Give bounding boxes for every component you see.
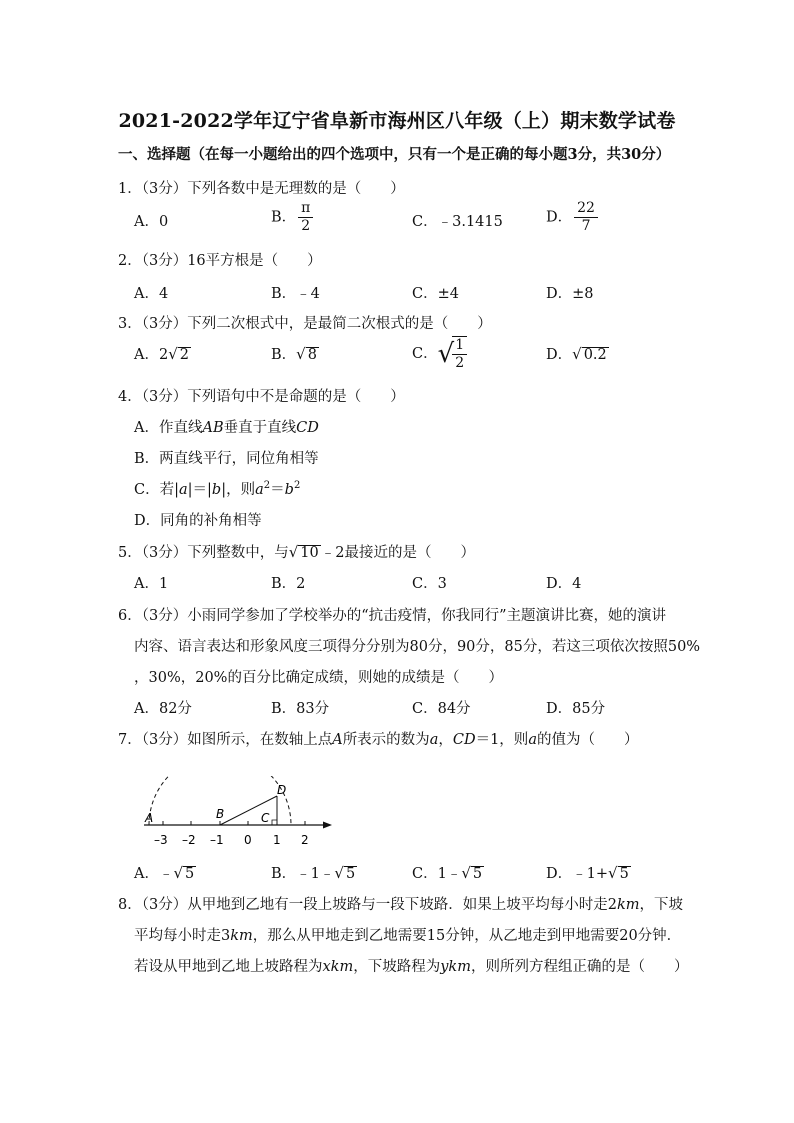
q5-option-c[interactable]: C．3 (412, 576, 447, 592)
q3-option-a[interactable]: A．2√ 2 (134, 345, 190, 363)
q1-option-c[interactable]: C．﹣3.1415 (412, 214, 503, 230)
question-8-line-3: 若设从甲地到乙地上坡路程为xkm，下坡路程为ykm，则所列方程组正确的是（ ） (134, 959, 689, 975)
q6-option-a[interactable]: A．82分 (134, 701, 192, 717)
question-8-line-1: 8．（3分）从甲地到乙地有一段上坡路与一段下坡路．如果上坡平均每小时走2km，下坡 (118, 897, 683, 913)
q2-option-b[interactable]: B．﹣4 (271, 286, 320, 302)
fraction: $\frac{1}{2}$ (452, 336, 467, 372)
tick-label: 1 (273, 833, 281, 847)
q4-option-d[interactable]: D．同角的补角相等 (134, 513, 262, 529)
sqrt-sign: √ 5 (461, 864, 483, 882)
q3-option-d[interactable]: D．√ 0.2 (546, 345, 607, 363)
tick-label: –1 (210, 833, 224, 847)
q2-option-a[interactable]: A．4 (134, 286, 169, 302)
sqrt-sign: √ 8 (296, 345, 317, 363)
point-label-c: C (261, 811, 270, 825)
question-3-stem: 3．（3分）下列二次根式中，是最简二次根式的是（ ） (118, 316, 492, 332)
question-1-stem: 1．（3分）下列各数中是无理数的是（ ） (118, 181, 405, 197)
q7-option-c[interactable]: C．1﹣√ 5 (412, 864, 483, 882)
sqrt-sign: √ 10 (288, 543, 319, 561)
q6-option-d[interactable]: D．85分 (546, 701, 606, 717)
sqrt-sign: √ 2 (168, 345, 190, 363)
q6-option-b[interactable]: B．83分 (271, 701, 330, 717)
fraction: $\frac{22}{7}$ (574, 200, 598, 235)
question-8-line-2: 平均每小时走3km，那么从甲地走到乙地需要15分钟，从乙地走到甲地需要20分钟． (134, 928, 682, 944)
question-2-stem: 2．（3分）16平方根是（ ） (118, 253, 322, 269)
q4-option-a[interactable]: A．作直线AB垂直于直线CD (134, 420, 319, 436)
page-title: 2021-2022学年辽宁省阜新市海州区八年级（上）期末数学试卷 (118, 110, 676, 132)
sqrt-sign: √ 5 (173, 864, 195, 882)
sqrt-sign: √ 5 (608, 864, 629, 882)
fraction: $\frac{\pi}{2}$ (298, 200, 313, 235)
number-line-figure (140, 776, 340, 852)
question-6-line-3: ，30%，20%的百分比确定成绩，则她的成绩是（ ） (134, 670, 503, 686)
tick-label: –3 (154, 833, 168, 847)
question-6-line-1: 6．（3分）小雨同学参加了学校举办的“抗击疫情，你我同行”主题演讲比赛，她的演讲 (118, 608, 667, 624)
point-label-a: A (145, 811, 154, 825)
sqrt-sign: √ 5 (334, 864, 356, 882)
q4-option-b[interactable]: B．两直线平行，同位角相等 (134, 451, 319, 467)
q7-option-a[interactable]: A．﹣√ 5 (134, 864, 195, 882)
q2-option-c[interactable]: C．±4 (412, 286, 459, 302)
tick-label: 2 (301, 833, 309, 847)
q1-option-b[interactable]: B． $\frac{\pi}{2}$ (271, 200, 313, 235)
q5-option-a[interactable]: A．1 (134, 576, 169, 592)
q4-option-c[interactable]: C．若|a|＝|b|，则$a^2=b^2$ (134, 480, 301, 498)
q7-option-d[interactable]: D．﹣1+√ 5 (546, 864, 629, 882)
point-label-b: B (216, 807, 225, 821)
tick-label: 0 (244, 833, 252, 847)
q1-option-a[interactable]: A．0 (134, 214, 169, 230)
section-heading: 一、选择题（在每一小题给出的四个选项中，只有一个是正确的每小题3分，共30分） (118, 146, 671, 163)
question-4-stem: 4．（3分）下列语句中不是命题的是（ ） (118, 389, 405, 405)
point-label-d: D (277, 783, 287, 797)
sqrt-sign: √ 0.2 (572, 345, 607, 363)
q3-option-b[interactable]: B．√ 8 (271, 345, 317, 363)
arrow-head (323, 822, 332, 829)
q6-option-c[interactable]: C．84分 (412, 701, 471, 717)
tick-label: –2 (182, 833, 196, 847)
q1-option-d[interactable]: D． $\frac{22}{7}$ (546, 200, 598, 235)
right-angle-mark (272, 820, 277, 825)
question-5-stem: 5．（3分）下列整数中，与√ 10 ﹣2最接近的是（ ） (118, 543, 475, 561)
q3-option-c[interactable]: C．√ $\frac{1}{2}$ (412, 336, 467, 372)
question-7-stem: 7．（3分）如图所示，在数轴上点A所表示的数为a，CD＝1，则a的值为（ ） (118, 732, 639, 748)
question-6-line-2: 内容、语言表达和形象风度三项得分分别为80分，90分，85分，若这三项依次按照50% (134, 639, 701, 655)
q2-option-d[interactable]: D．±8 (546, 286, 594, 302)
q5-option-d[interactable]: D．4 (546, 576, 582, 592)
q7-option-b[interactable]: B．﹣1﹣√ 5 (271, 864, 356, 882)
q5-option-b[interactable]: B．2 (271, 576, 306, 592)
